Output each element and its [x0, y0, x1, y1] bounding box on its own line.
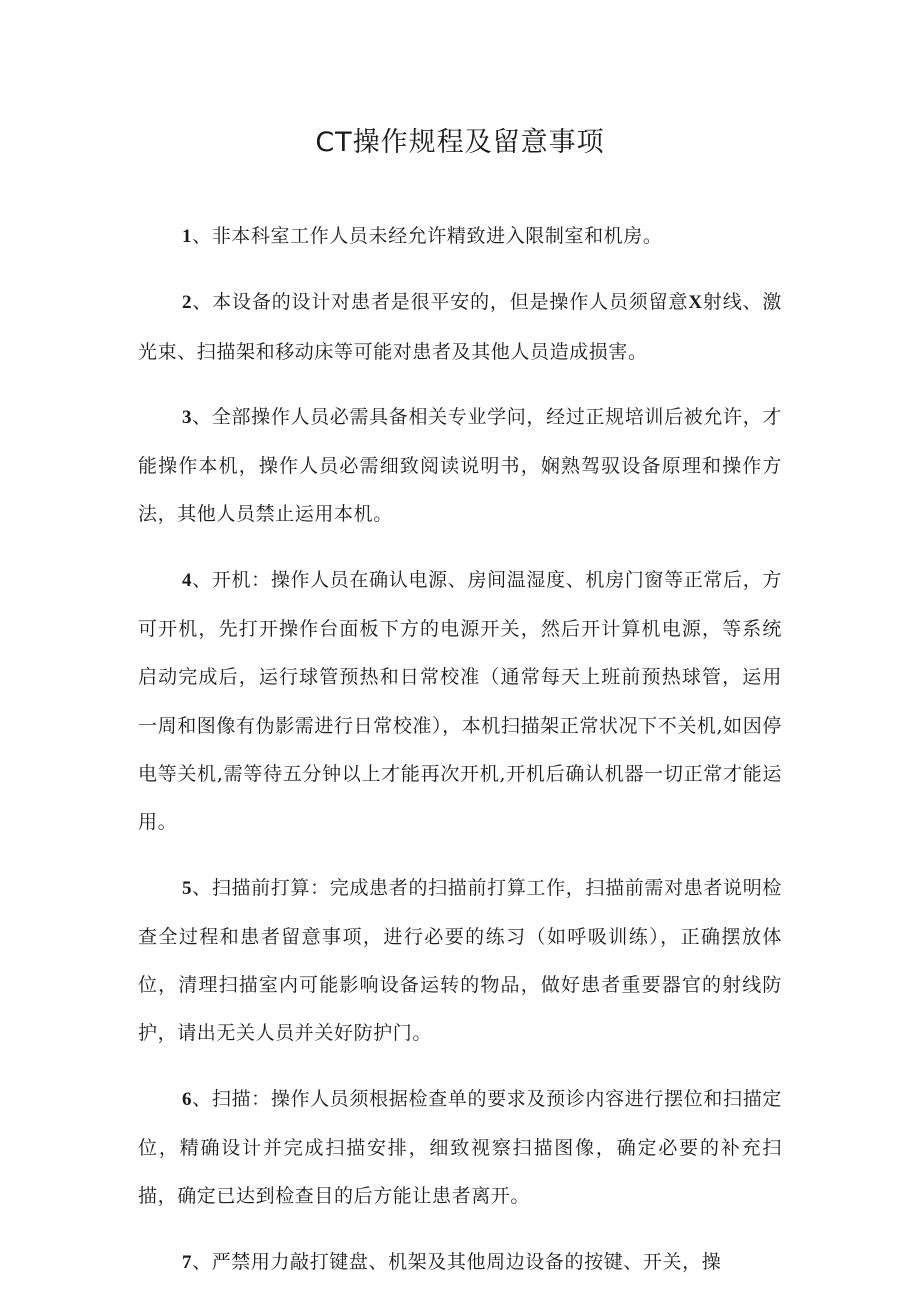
- item-text: 、扫描前打算：完成患者的扫描前打算工作，扫描前需对患者说明检查全过程和患者留意事项，进行必要的练习（如呼吸训练），正确摆放体位，清理扫描室内可能影响设备运转的物品，做好患者重要器官的射线防护，请出无关人员并关好防护门。: [138, 876, 782, 1045]
- item-number: 6: [182, 1088, 193, 1110]
- item-text-continued: 射线、激光束、扫描架和移动床等可能对患者及其他人员造成损害。: [138, 291, 782, 363]
- item-number: 4: [182, 569, 193, 591]
- paragraph-4: [138, 556, 782, 847]
- item-number: 2: [182, 292, 193, 314]
- item-text: 、全部操作人员必需具备相关专业学问，经过正规培训后被允许，才能操作本机，操作人员必需细致阅读说明书，娴熟驾驭设备原理和操作方法，其他人员禁止运用本机。: [138, 405, 782, 526]
- paragraph-5: [138, 864, 782, 1058]
- paragraph-7: [138, 1238, 782, 1287]
- item-text: 、开机：操作人员在确认电源、房间温湿度、机房门窗等正常后，方可开机，先打开操作台面板下方的电源开关，然后开计算机电源，等系统启动完成后，运行球管预热和日常校准（通常每天上班前预热球管，运用一周和图像有伪影需进行日常校准），本机扫描架正常状况下不关机,如因停电等关机,需等待五分钟以上才能再次开机,开机后确认机器一切正常才能运用。: [138, 568, 782, 834]
- document-body: [138, 212, 782, 1304]
- item-number: 7: [182, 1251, 193, 1273]
- item-number: 5: [182, 877, 193, 899]
- paragraph-6: [138, 1075, 782, 1221]
- item-text: 、严禁用力敲打键盘、机架及其他周边设备的按键、开关，操: [192, 1250, 722, 1273]
- item-text: 、本设备的设计对患者是很平安的，但是操作人员须留意: [192, 291, 689, 314]
- item-number: 1: [182, 226, 193, 247]
- paragraph-3: [138, 393, 782, 539]
- item-text: 、扫描：操作人员须根据检查单的要求及预诊内容进行摆位和扫描定位，精确设计并完成扫描安排，细致视察扫描图像，确定必要的补充扫描，确定已达到检查目的后方能让患者离开。: [138, 1087, 782, 1208]
- xray-label: X: [688, 292, 703, 314]
- paragraph-1: [138, 212, 782, 261]
- document-title: CT操作规程及留意事项: [315, 127, 605, 158]
- item-number: 3: [182, 406, 193, 428]
- paragraph-2: [138, 278, 782, 376]
- item-text: 、非本科室工作人员未经允许精致进入限制室和机房。: [192, 225, 663, 247]
